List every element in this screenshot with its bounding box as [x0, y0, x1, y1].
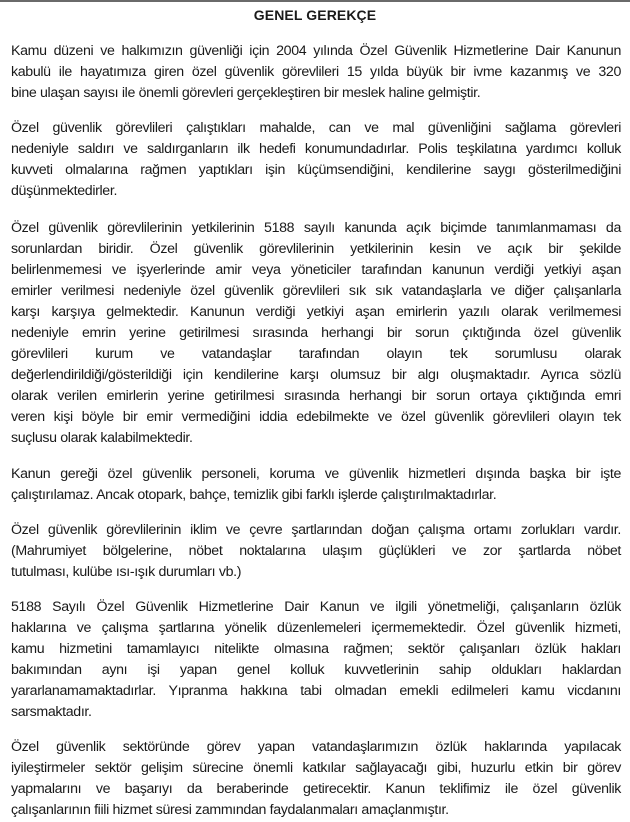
paragraph-5-line-3: tutulması, kulübe ısı-ışık durumları vb.): [11, 564, 242, 580]
paragraph-5-line-2: (Mahrumiyet bölgelerine, nöbet noktalarına ulaşım güçlükleri ve zor şartlarda nöbet: [11, 543, 621, 559]
paragraph-1-line-1: Kamu düzeni ve halkımızın güvenliği için 2004 yılında Özel Güvenlik Hizmetlerine Dair Kanunun: [11, 43, 621, 59]
paragraph-7-line-4: çalışanlarının fiili hizmet süresi zammından faydalanmaları amaçlanmıştır.: [11, 802, 449, 818]
paragraph-3-line-9: olarak verilen emirlerin yerine getirilmesi sırasında herhangi bir sorun ortaya çıktığında emri: [11, 388, 621, 404]
paragraph-3-line-8: değerlendirildiği/gösterildiği için kendilerine karşı olumsuz bir algı oluşmaktadır. Ayrıca sözlü: [11, 367, 621, 383]
paragraph-3-line-10: veren kişi böyle bir emir vermediğini iddia edebilmekte ve özel güvenlik görevlileri olayın tek: [11, 409, 621, 425]
paragraph-1-line-3: bine ulaşan sayısı ile önemli görevleri gerçekleştiren bir meslek haline gelmiştir.: [11, 85, 481, 101]
paragraph-6-line-5: yararlanamamaktadırlar. Yıpranma hakkına tabi olmadan emekli edilmeleri kamu vicdanını: [11, 683, 621, 699]
paragraph-6-line-6: sarsmaktadır.: [11, 704, 92, 720]
document-title: GENEL GEREKÇE: [253, 7, 377, 23]
paragraph-2-line-1: Özel güvenlik görevlileri çalıştıkları mahalde, can ve mal güvenliğini sağlama görevleri: [11, 120, 621, 136]
paragraph-1-line-2: kabulü ile hayatımıza giren özel güvenlik görevlileri 15 yılda büyük bir ivme kazanmış ve 320: [11, 64, 621, 80]
paragraph-7-line-3: yapmalarını ve başarıyı da beraberinde getirecektir. Kanun teklifimiz ile özel güvenlik: [11, 781, 621, 797]
paragraph-3-line-4: emirler verilmesi nedeniyle özel güvenlik görevlileri sık sık vatandaşlarla ve diğer çalışanlarla: [11, 283, 621, 299]
paragraph-3-line-2: sorunlardan biridir. Özel güvenlik görevlilerinin yetkilerinin kesin ve açık bir şekilde: [11, 241, 621, 257]
paragraph-5-line-1: Özel güvenlik görevlilerinin iklim ve çevre şartlarından doğan çalışma ortamı zorlukları vardır.: [11, 522, 621, 538]
paragraph-3-line-5: karşı karşıya gelmektedir. Kanunun verdiği yetkiyi aşan emirlerin yazılı olarak verilmemesi: [11, 304, 621, 320]
paragraph-4-line-1: Kanun gereği özel güvenlik personeli, koruma ve güvenlik hizmetleri dışında başka bir işte: [11, 466, 621, 482]
paragraph-7-line-1: Özel güvenlik sektöründe görev yapan vatandaşlarımızın özlük haklarında yapılacak: [11, 739, 621, 755]
paragraph-6-line-3: kamu hizmetini tamamlayıcı nitelikte olmasına rağmen; sektör çalışanları özlük hakları: [11, 641, 621, 657]
paragraph-3-line-11: suçlusu olarak kalabilmektedir.: [11, 430, 193, 446]
paragraph-3-line-1: Özel güvenlik görevlilerinin yetkilerinin 5188 sayılı kanunda açık biçimde tanımlanmaması da: [11, 220, 621, 236]
paragraph-4-line-2: çalıştırılamaz. Ancak otopark, bahçe, temizlik gibi farklı işlerde çalıştırılmaktadırlar.: [11, 487, 497, 503]
paragraph-2-line-3: kuvveti olmalarına rağmen yaptıkları işin küçümsendiğini, kendilerine saygı gösterilmediğini: [11, 162, 621, 178]
paragraph-7-line-2: iyileştirmeler sektör gelişim sürecine önemli katkılar sağlayacağı gibi, huzurlu etkin bir görev: [11, 760, 621, 776]
paragraph-6-line-4: bakımından aynı işi yapan genel kolluk kuvvetlerinin sahip oldukları haklardan: [11, 662, 621, 678]
paragraph-6-line-2: haklarına ve çalışma şartlarına yönelik düzenlemeleri içermemektedir. Özel güvenlik hizmeti,: [11, 620, 621, 636]
paragraph-2-line-4: düşünmektedirler.: [11, 183, 118, 199]
paragraph-3-line-3: belirlenmemesi ve işyerlerinde amir veya yöneticiler tarafından kanunun verdiği yetkiyi aşan: [11, 262, 621, 278]
paragraph-2-line-2: nedeniyle saldırı ve saldırganların ilk hedefi konumundadırlar. Polis teşkilatına yardımcı kolluk: [11, 141, 621, 157]
paragraph-6-line-1: 5188 Sayılı Özel Güvenlik Hizmetlerine Dair Kanun ve ilgili yönetmeliği, çalışanların özlük: [11, 599, 621, 615]
paragraph-3-line-7: görevlileri kurum ve vatandaşlar tarafından olayın tek sorumlusu olarak: [11, 346, 621, 362]
paragraph-3-line-6: nedeniyle emrin yerine getirilmesi sırasında herhangi bir sorun çıktığında özel güvenlik: [11, 325, 621, 341]
